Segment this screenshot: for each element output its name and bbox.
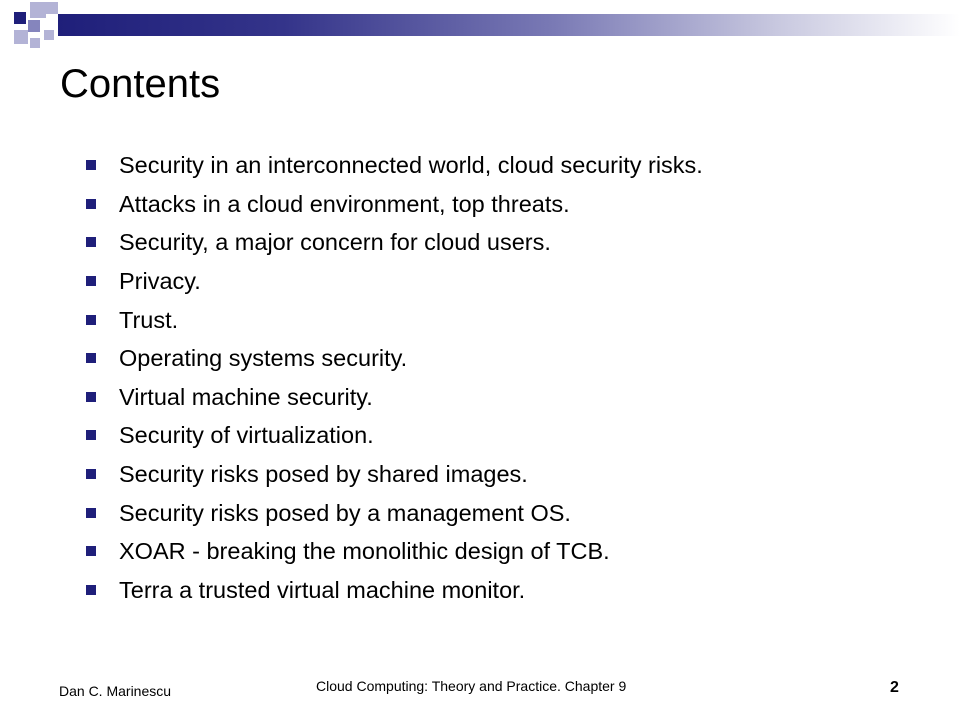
bullet-text: Privacy. — [119, 268, 201, 295]
bullet-text: Attacks in a cloud environment, top threats. — [119, 190, 570, 217]
corner-square-3 — [46, 2, 58, 14]
bullet-item — [86, 416, 703, 455]
bullet-item — [86, 185, 703, 224]
slide-title: Contents — [60, 62, 221, 106]
bullet-text: XOAR - breaking the monolithic design of TCB. — [119, 538, 610, 565]
bullet-item — [86, 223, 703, 262]
square-bullet-icon — [86, 315, 96, 325]
square-bullet-icon — [86, 353, 96, 363]
bullet-text: Security of virtualization. — [119, 422, 374, 449]
square-bullet-icon — [86, 585, 96, 595]
corner-square-1 — [14, 12, 26, 24]
bullet-item — [86, 571, 703, 610]
bullet-item — [86, 455, 703, 494]
bullet-item — [86, 378, 703, 417]
bullet-text: Virtual machine security. — [119, 383, 373, 410]
square-bullet-icon — [86, 430, 96, 440]
square-bullet-icon — [86, 392, 96, 402]
bullet-text: Terra a trusted virtual machine monitor. — [119, 576, 526, 603]
square-bullet-icon — [86, 508, 96, 518]
bullet-text: Security, a major concern for cloud users. — [119, 229, 551, 256]
square-bullet-icon — [86, 199, 96, 209]
bullet-item — [86, 262, 703, 301]
corner-square-2 — [30, 2, 46, 18]
footer-book-title: Cloud Computing: Theory and Practice. Chapter 9 — [316, 678, 627, 694]
corner-square-6 — [30, 38, 40, 48]
square-bullet-icon — [86, 546, 96, 556]
bullet-text: Security in an interconnected world, cloud security risks. — [119, 152, 703, 179]
header-gradient-bar — [58, 14, 960, 36]
square-bullet-icon — [86, 469, 96, 479]
bullet-text: Security risks posed by a management OS. — [119, 499, 571, 526]
bullet-item — [86, 339, 703, 378]
footer-author: Dan C. Marinescu — [59, 683, 172, 699]
corner-square-7 — [44, 30, 54, 40]
page-number: 2 — [890, 679, 899, 696]
corner-square-4 — [14, 30, 28, 44]
bullet-item — [86, 300, 703, 339]
bullet-item — [86, 146, 703, 185]
bullet-item — [86, 532, 703, 571]
square-bullet-icon — [86, 237, 96, 247]
bullet-item — [86, 493, 703, 532]
square-bullet-icon — [86, 160, 96, 170]
bullet-text: Trust. — [119, 306, 179, 333]
bullet-list — [86, 146, 703, 609]
corner-square-5 — [28, 20, 40, 32]
square-bullet-icon — [86, 276, 96, 286]
bullet-text: Security risks posed by shared images. — [119, 461, 528, 488]
bullet-text: Operating systems security. — [119, 345, 408, 372]
